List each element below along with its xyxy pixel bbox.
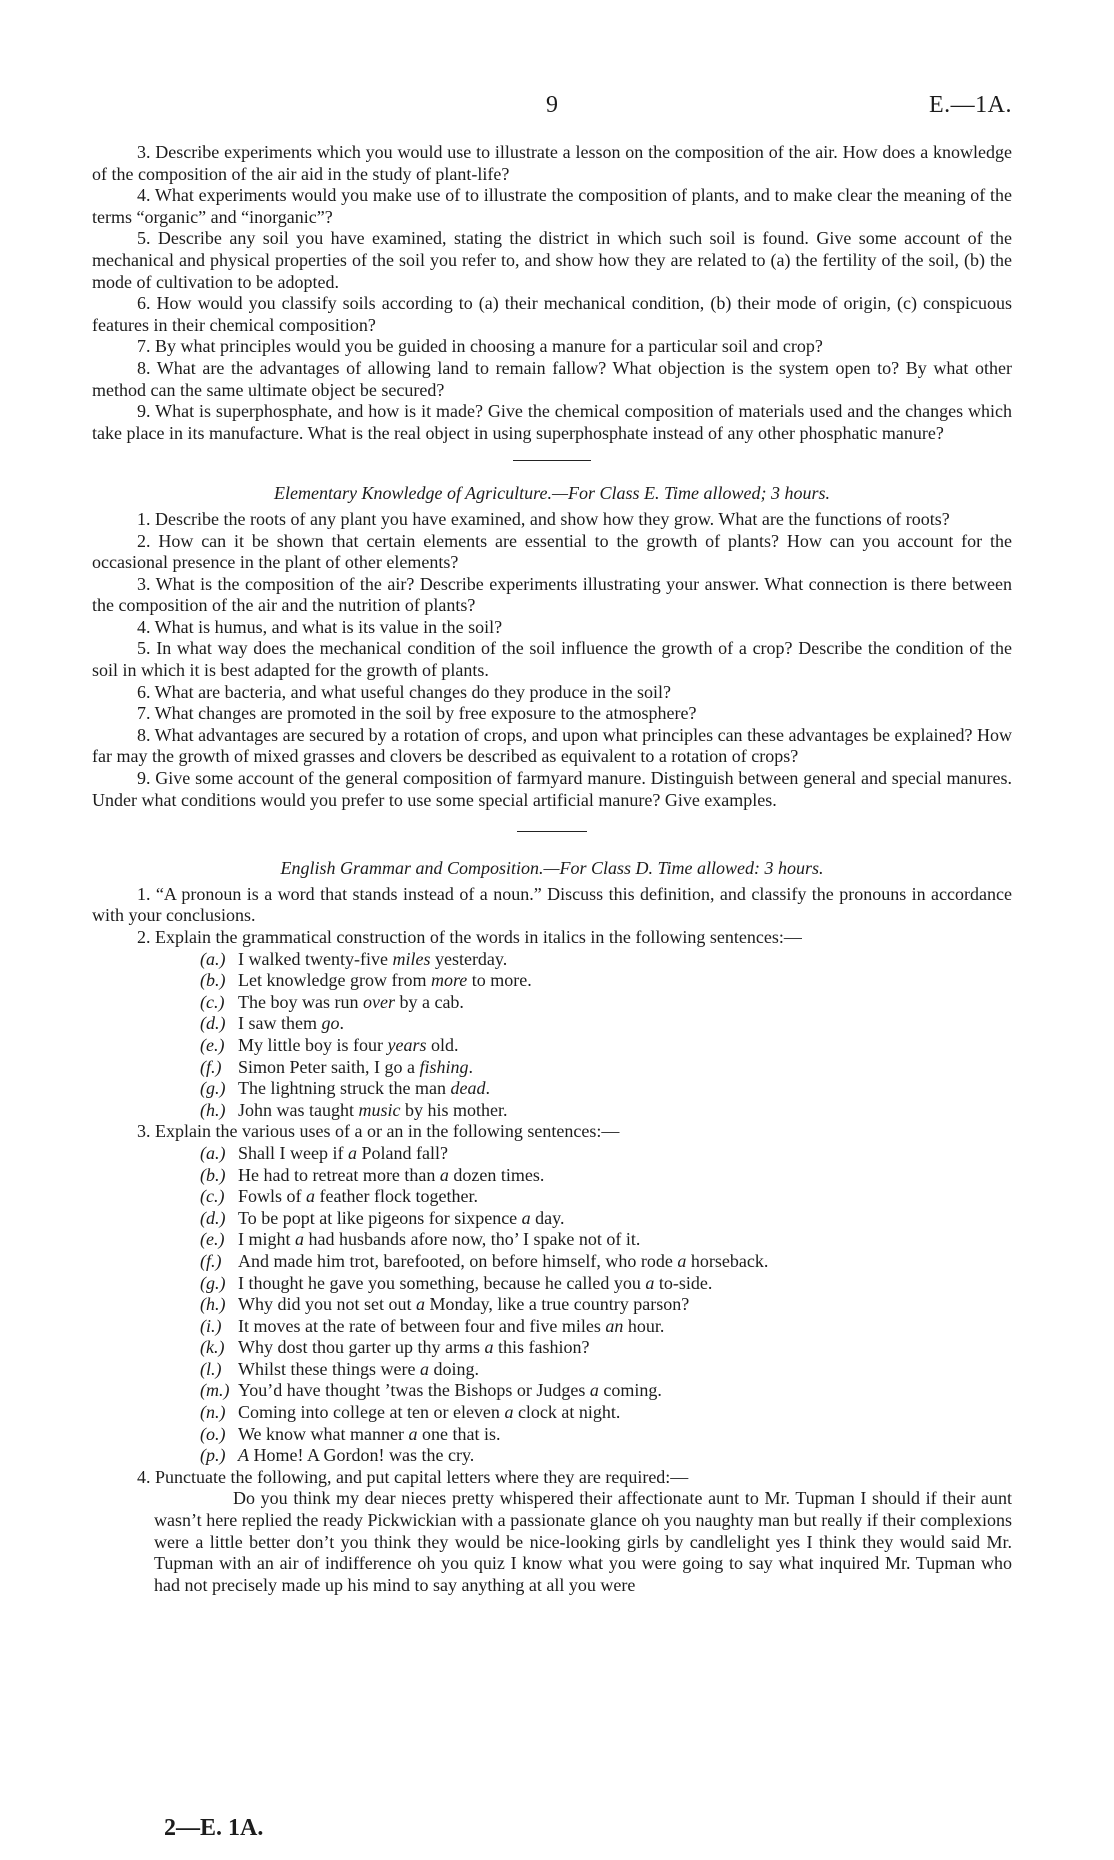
italic-word: an: [605, 1315, 624, 1336]
sentence-label: (c.): [200, 991, 225, 1012]
sentence-label: (b.): [200, 1164, 226, 1185]
sentence-item: [200, 1337, 1012, 1359]
sentence-text: Coming into college at ten or eleven: [238, 1402, 505, 1423]
italic-word: dead: [450, 1078, 486, 1099]
sentence-text: old.: [426, 1034, 459, 1055]
sentence-item: [200, 1035, 1012, 1057]
sentence-item: [200, 1208, 1012, 1230]
italic-word: a: [484, 1337, 494, 1358]
sentence-label: (d.): [200, 1207, 226, 1228]
sentence-text: dozen times.: [448, 1164, 545, 1185]
sentence-label: (l.): [200, 1358, 222, 1379]
sentence-item: [200, 1013, 1012, 1035]
italic-word: over: [362, 991, 395, 1012]
question-5: 5. In what way does the mechanical condition of the soil influence the growth of a crop? Describe the condition of the soil in which it is best adapted for the growth of plants.: [92, 638, 1012, 681]
sentence-label: (g.): [200, 1078, 226, 1099]
sentence-item: [200, 1380, 1012, 1402]
sentence-label: (m.): [200, 1380, 230, 1401]
italic-word: a: [416, 1294, 425, 1315]
italic-word: a: [645, 1272, 655, 1293]
question-2: 2. Explain the grammatical construction of the words in italics in the following sentences:—: [137, 927, 802, 947]
question-8: 8. What advantages are secured by a rotation of crops, and upon what principles can these advantages be explained? How far may the growth of mixed grasses and clovers be described as equivalent to a rotation of crops?: [92, 724, 1012, 767]
sentence-label: (e.): [200, 1034, 225, 1055]
sentence-item: [200, 1424, 1012, 1446]
sentence-item: [200, 1273, 1012, 1295]
sentence-label: (d.): [200, 1013, 226, 1034]
sentence-label: (c.): [200, 1186, 225, 1207]
sentence-item: [200, 1402, 1012, 1424]
sentence-text: yesterday.: [430, 948, 508, 969]
section-elementary-agriculture: [92, 483, 1012, 811]
sentence-item: [200, 1143, 1012, 1165]
sentence-text: .: [468, 1056, 473, 1077]
sentence-text: I walked twenty-five: [238, 948, 393, 969]
sentence-text: John was taught: [238, 1099, 359, 1120]
sentence-label: (h.): [200, 1294, 226, 1315]
sentence-text: You’d have thought ’twas the Bishops or Judges: [238, 1380, 590, 1401]
sentence-text: Whilst these things were: [238, 1358, 420, 1379]
sentence-item: [200, 992, 1012, 1014]
question-8: 8. What are the advantages of allowing land to remain fallow? What objection is the system open to? By what other method can the same ultimate object be secured?: [92, 357, 1012, 400]
italic-word: a: [439, 1164, 449, 1185]
sentence-item: [200, 1078, 1012, 1100]
sentence-text: clock at night.: [513, 1402, 621, 1423]
sentence-text: day.: [530, 1207, 565, 1228]
sentence-label: (a.): [200, 948, 226, 969]
italic-word: years: [387, 1034, 427, 1055]
sentence-text: .: [339, 1013, 344, 1034]
sentence-text: Shall I weep if: [238, 1142, 348, 1163]
sentence-text: by a cab.: [394, 991, 464, 1012]
italic-word: a: [419, 1358, 429, 1379]
sentence-label: (h.): [200, 1099, 226, 1120]
question-4: 4. Punctuate the following, and put capital letters where they are required:—: [137, 1466, 689, 1487]
sentence-text: Poland fall?: [356, 1142, 448, 1163]
sentence-text: to-side.: [654, 1272, 713, 1293]
sentence-text: I saw them: [238, 1013, 322, 1034]
section-heading: Elementary Knowledge of Agriculture.—For Class E. Time allowed; 3 hours.: [274, 483, 830, 504]
sentence-text: Let knowledge grow from: [238, 970, 431, 991]
question-9: 9. Give some account of the general composition of farmyard manure. Distinguish between general and special manures. Under what conditions would you prefer to use some special artificial manure? Give examples.: [92, 768, 1012, 810]
section-divider: [513, 460, 591, 461]
question-7: 7. What changes are promoted in the soil by free exposure to the atmosphere?: [137, 703, 697, 724]
italic-word: more: [430, 970, 468, 991]
sentence-label: (i.): [200, 1315, 222, 1336]
sentence-label: (p.): [200, 1445, 226, 1466]
sentence-item: [200, 1445, 1012, 1467]
sentence-label: (e.): [200, 1229, 225, 1250]
sentence-text: one that is.: [417, 1423, 501, 1444]
sentence-item: [200, 1057, 1012, 1079]
question-6: 6. What are bacteria, and what useful changes do they produce in the soil?: [137, 681, 671, 702]
sentence-text: horseback.: [686, 1250, 769, 1271]
sentence-text: coming.: [598, 1380, 662, 1401]
question-4: 4. What experiments would you make use of to illustrate the composition of plants, and to make clear the meaning of the terms “organic” and “inorganic”?: [92, 185, 1012, 227]
page-number: 9: [546, 92, 558, 118]
section-divider: [517, 831, 587, 832]
sentence-text: My little boy is four: [238, 1034, 388, 1055]
sentence-text: And made him trot, barefooted, on before himself, who rode: [238, 1250, 678, 1271]
italic-word: go: [321, 1013, 340, 1034]
question-1: 1. “A pronoun is a word that stands instead of a noun.” Discuss this definition, and classify the pronouns in accordance with your conclusions.: [92, 883, 1012, 926]
sentence-text: The lightning struck the man: [238, 1078, 451, 1099]
question-3: 3. What is the composition of the air? Describe experiments illustrating your answer. What connection is there between the composition of the air and the nutrition of plants?: [92, 573, 1012, 616]
page-header: [92, 92, 1012, 122]
sentence-item: [200, 1229, 1012, 1251]
sentence-item: [200, 1316, 1012, 1338]
italic-word: a: [306, 1186, 316, 1207]
sentence-text: Fowls of: [238, 1186, 307, 1207]
section-heading: English Grammar and Composition.—For Class D. Time allowed: 3 hours.: [280, 858, 824, 879]
sentence-label: (f.): [200, 1056, 222, 1077]
sentence-item: [200, 1251, 1012, 1273]
italic-word: fishing: [419, 1056, 469, 1077]
sentence-text: hour.: [623, 1315, 665, 1336]
sentence-text: I might: [238, 1229, 295, 1250]
italic-word: a: [521, 1207, 531, 1228]
sentence-item: [200, 1100, 1012, 1122]
question-1: 1. Describe the roots of any plant you have examined, and show how they grow. What are the functions of roots?: [137, 508, 950, 529]
italic-word: a: [408, 1423, 418, 1444]
sentence-text: this fashion?: [493, 1337, 590, 1358]
italic-word: miles: [392, 948, 431, 969]
italic-word: a: [295, 1229, 304, 1250]
sentence-text: It moves at the rate of between four and five miles: [238, 1315, 606, 1336]
sentence-text: To be popt at like pigeons for sixpence: [238, 1207, 522, 1228]
italic-word: a: [504, 1402, 514, 1423]
sentence-text: He had to retreat more than: [238, 1164, 440, 1185]
sentence-item: [200, 1359, 1012, 1381]
sentence-item: [200, 1165, 1012, 1187]
sentence-text: .: [485, 1078, 490, 1099]
question-3: 3. Describe experiments which you would use to illustrate a lesson on the composition of the air. How does a knowledge of the composition of the air aid in the study of plant-life?: [92, 142, 1012, 184]
sentence-text: We know what manner: [238, 1423, 409, 1444]
question-6: 6. How would you classify soils according to (a) their mechanical condition, (b) their mode of origin, (c) conspicuous features in their chemical composition?: [92, 293, 1012, 335]
document-reference: E.—1A.: [929, 92, 1012, 118]
signature-mark: 2—E. 1A.: [164, 1815, 264, 1841]
sentence-item: [200, 970, 1012, 992]
sentence-text: Why dost thou garter up thy arms: [238, 1337, 485, 1358]
sentence-item: [200, 1186, 1012, 1208]
italic-word: a: [677, 1250, 687, 1271]
question-5: 5. Describe any soil you have examined, stating the district in which such soil is found. Give some account of the mechanical and physical properties of the soil you refer to, and show how they are related to (a) the fertility of the soil, (b) the mode of cultivation to be adopted.: [92, 228, 1012, 292]
sentence-text: Simon Peter saith, I go a: [238, 1056, 420, 1077]
sentence-label: (b.): [200, 970, 226, 991]
italic-word: a: [589, 1380, 599, 1401]
sentence-label: (o.): [200, 1423, 226, 1444]
sentence-text: The boy was run: [238, 991, 363, 1012]
question-3: 3. Explain the various uses of a or an in the following sentences:—: [137, 1121, 620, 1142]
sentence-label: (n.): [200, 1402, 226, 1423]
sentence-text: I thought he gave you something, because he called you: [238, 1272, 646, 1293]
section-english-grammar: [92, 858, 1012, 1596]
page-body: [92, 142, 1012, 1596]
sentence-text: by his mother.: [400, 1099, 508, 1120]
sentence-text: doing.: [428, 1358, 479, 1379]
sentence-label: (g.): [200, 1272, 226, 1293]
sentence-label: (a.): [200, 1142, 226, 1163]
sentence-text: had husbands afore now, tho’ I spake not of it.: [304, 1229, 641, 1250]
sentence-item: [200, 949, 1012, 971]
question-4: 4. What is humus, and what is its value in the soil?: [137, 616, 503, 637]
question-2-sentences: [92, 949, 1012, 1122]
document-page: [92, 0, 1012, 1860]
sentence-item: [200, 1294, 1012, 1316]
sentence-text: to more.: [467, 970, 532, 991]
sentence-text: Monday, like a true country parson?: [425, 1294, 690, 1315]
question-7: 7. By what principles would you be guided in choosing a manure for a particular soil and crop?: [137, 336, 823, 357]
italic-word: A: [238, 1445, 249, 1466]
italic-word: a: [347, 1142, 357, 1163]
sentence-text: feather flock together.: [315, 1186, 478, 1207]
sentence-label: (f.): [200, 1250, 222, 1271]
question-2: 2. How can it be shown that certain elements are essential to the growth of plants? How can you account for the occasional presence in the plant of other elements?: [92, 530, 1012, 573]
punctuation-passage: Do you think my dear nieces pretty whispered their affectionate aunt to Mr. Tupman I should if their aunt wasn’t here replied the ready Pickwickian with a passionate glance oh you naughty man but really if their complexions were a little better don’t you think they would be nice-looking girls by candlelight yes I think they would said Mr. Tupman with an air of indifference oh you quiz I know what you were going to say what inquired Mr. Tupman who had not precisely made up his mind to say anything at all you were: [154, 1488, 1012, 1595]
sentence-text: Home! A Gordon! was the cry.: [249, 1445, 475, 1466]
italic-word: music: [358, 1099, 401, 1120]
question-3-sentences: [92, 1143, 1012, 1467]
section-agriculture-continued: [92, 142, 1012, 444]
question-9: 9. What is superphosphate, and how is it made? Give the chemical composition of materials used and the changes which take place in its manufacture. What is the real object in using superphosphate instead of any other phosphatic manure?: [92, 401, 1012, 443]
sentence-label: (k.): [200, 1337, 225, 1358]
sentence-text: Why did you not set out: [238, 1294, 416, 1315]
